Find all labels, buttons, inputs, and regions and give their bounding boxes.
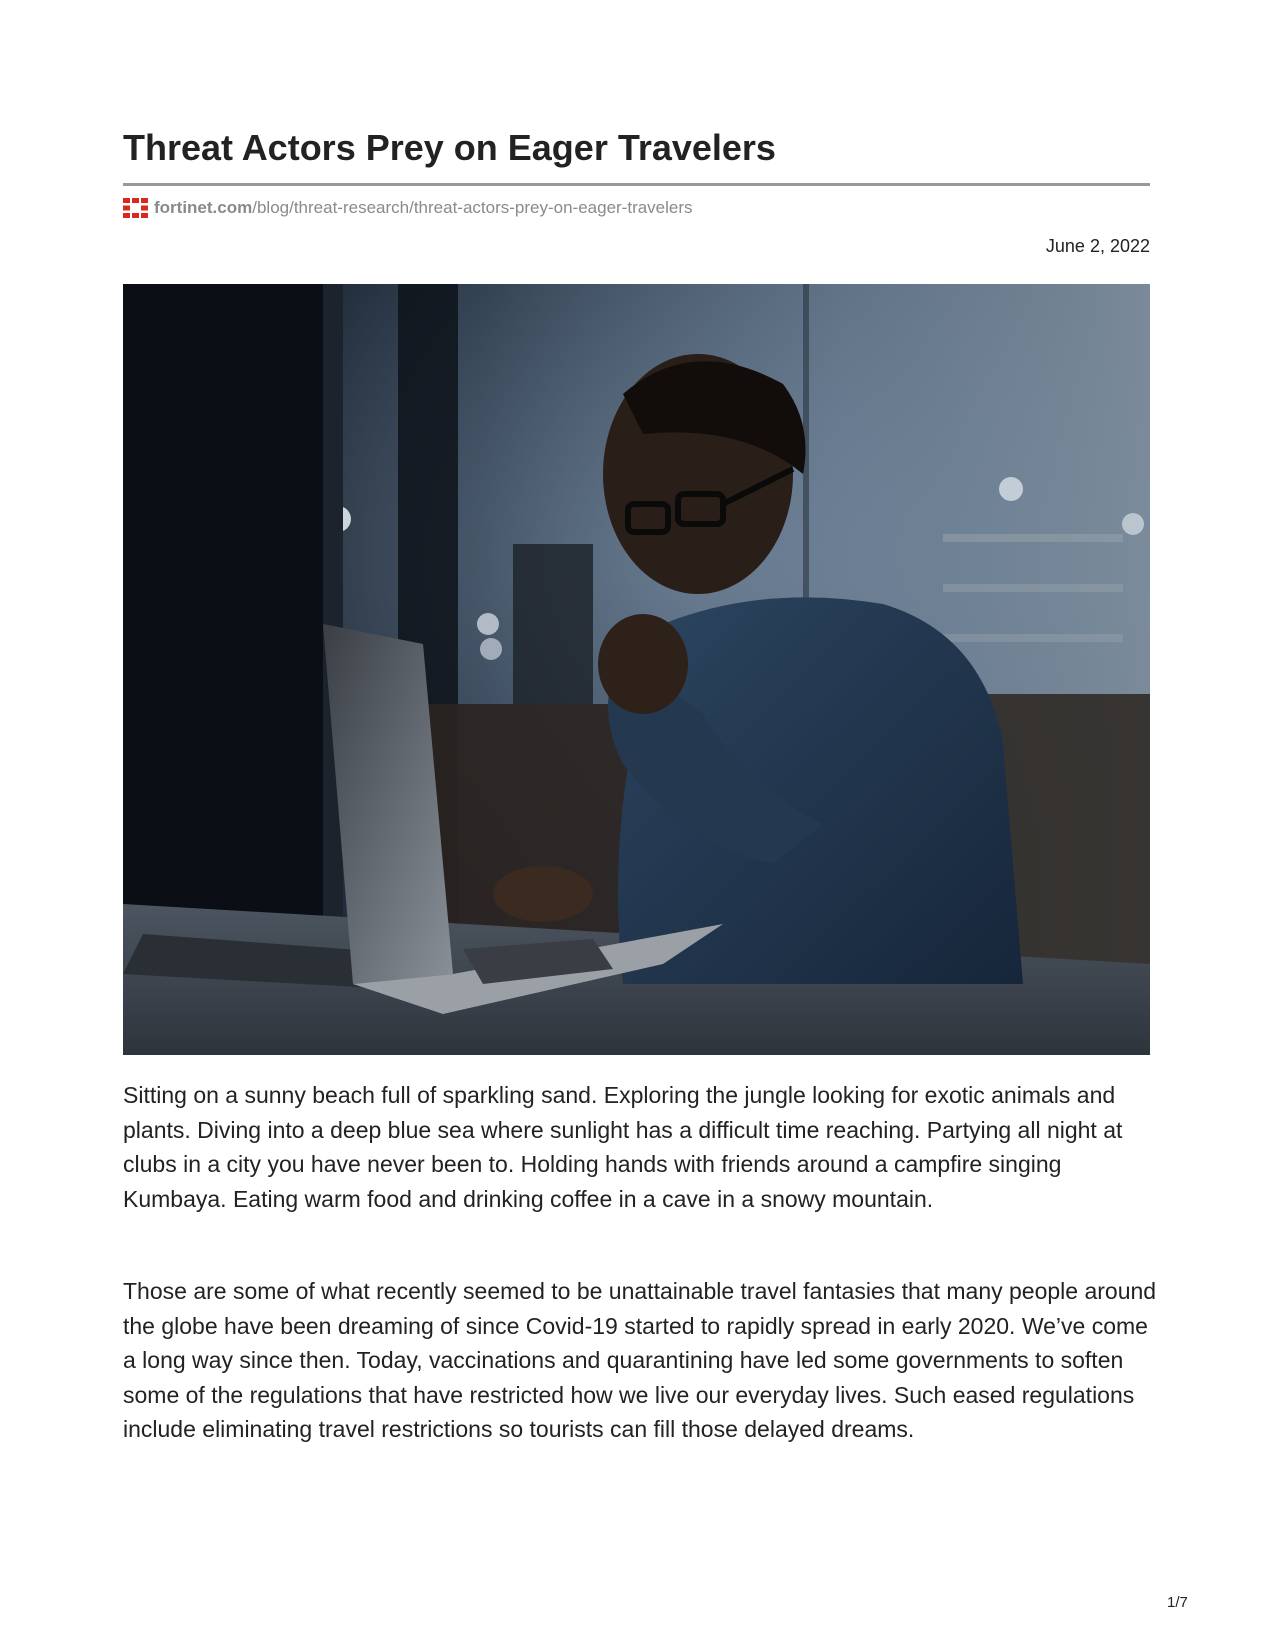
paragraph: Sitting on a sunny beach full of sparkling sand. Exploring the jungle looking for exotic animals and plants. Diving into a deep blue sea where sunlight has a difficult time reaching. Partying all night at clubs in a city you have never been to. Holding hands with friends around a campfire singing Kumbaya. Eating warm food and drinking coffee in a cave in a snowy mountain. [123,1082,1123,1212]
hero-image [123,284,1150,1055]
publish-date: June 2, 2022 [1045,236,1150,256]
source-path: /blog/threat-research/threat-actors-prey-on-eager-travelers [252,198,693,217]
source-link[interactable] [123,197,693,219]
paragraph: Those are some of what recently seemed to be unattainable travel fantasies that many people around the globe have been dreaming of since Covid-19 started to rapidly spread in early 2020. We’ve come a long way since then. Today, vaccinations and quarantining have led some governments to soften some of the regulations that have restricted how we live our everyday lives. Such eased regulations include eliminating travel restrictions so tourists can fill those delayed dreams. [123,1278,1157,1442]
source-domain: fortinet.com [154,198,253,217]
page-number: 1/7 [1167,1594,1188,1611]
fortinet-logo-icon [123,198,148,218]
article-title: Threat Actors Prey on Eager Travelers [123,127,776,168]
title-divider [123,183,1150,186]
photo-man-at-laptop-icon [123,284,1150,1055]
